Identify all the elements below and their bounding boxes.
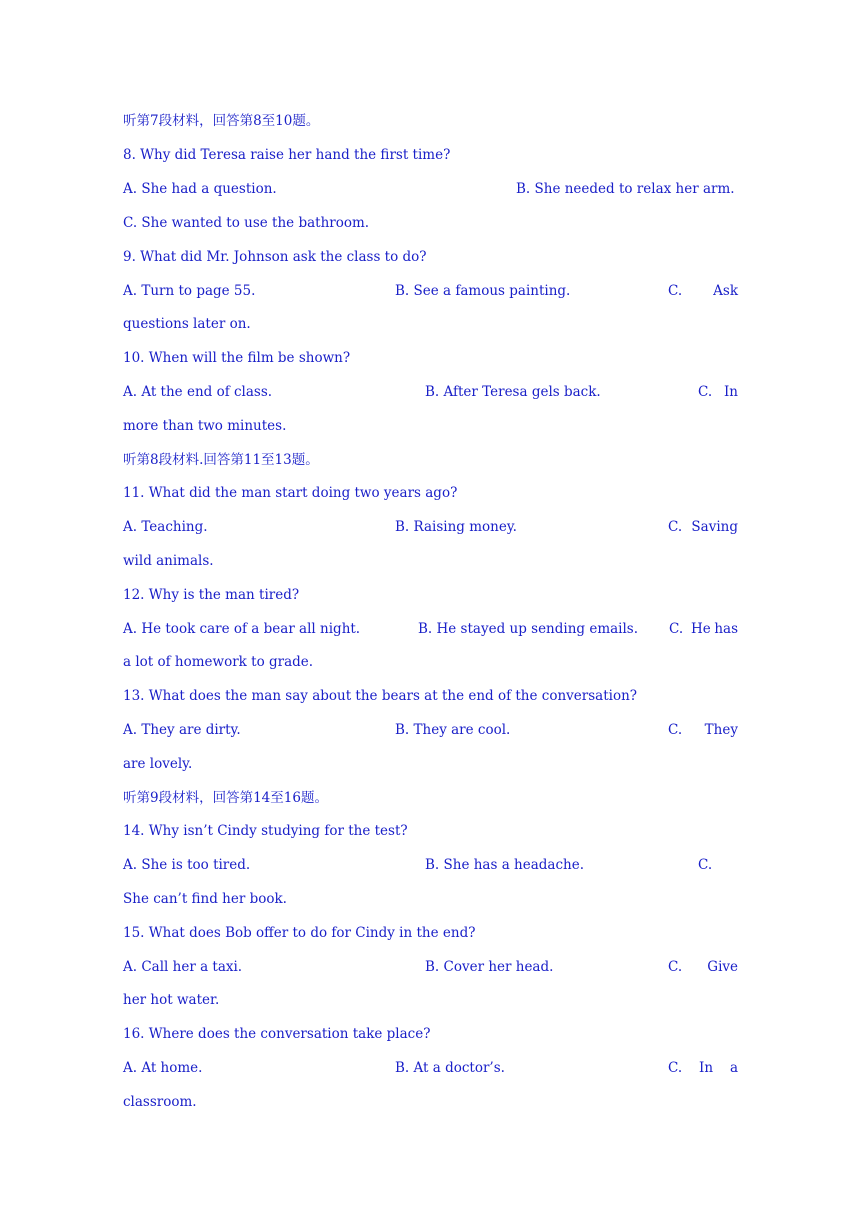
option-b: B. At a doctor’s. (395, 1060, 505, 1076)
options-row (123, 1057, 738, 1079)
section-heading: 听第7段材料，回答第8至10题。 (123, 113, 320, 129)
option-b: B. She needed to relax her arm. (516, 181, 735, 197)
options-row (123, 381, 738, 403)
option-c-continued: are lovely. (123, 756, 193, 772)
option-c-continued: her hot water. (123, 992, 220, 1008)
option-c-continued: questions later on. (123, 316, 251, 332)
option-a: A. They are dirty. (123, 722, 241, 738)
option-c-label: C. (668, 722, 683, 738)
option-b: B. Raising money. (395, 519, 517, 535)
option-b: B. Cover her head. (425, 959, 554, 975)
options-row (123, 178, 738, 200)
question-stem: 16. Where does the conversation take place? (123, 1026, 431, 1042)
option-c-label: C. (668, 959, 683, 975)
question-stem: 13. What does the man say about the bears at the end of the conversation? (123, 688, 638, 704)
option-b: B. After Teresa gels back. (425, 384, 601, 400)
option-b: B. She has a headache. (425, 857, 584, 873)
option-b: B. They are cool. (395, 722, 511, 738)
option-c-continued: She can’t find her book. (123, 891, 287, 907)
option-c-label: C. (668, 1060, 683, 1076)
options-row (123, 516, 738, 538)
option-c-text: In (723, 384, 738, 400)
option-b: B. He stayed up sending emails. (418, 621, 639, 637)
option-a: A. He took care of a bear all night. (123, 621, 361, 637)
option-c-label: C. (669, 621, 684, 637)
options-row (123, 280, 738, 302)
question-stem: 14. Why isn’t Cindy studying for the test? (123, 823, 408, 839)
question-stem: 12. Why is the man tired? (123, 587, 300, 603)
question-stem: 11. What did the man start doing two years ago? (123, 485, 458, 501)
options-row (123, 719, 738, 741)
question-stem: 10. When will the film be shown? (123, 350, 351, 366)
option-c-text: has (714, 621, 738, 637)
option-c-text: Saving (691, 519, 738, 535)
option-a: A. She is too tired. (123, 857, 251, 873)
options-row (123, 956, 738, 978)
option-c-text: Ask (713, 283, 738, 299)
option-c-text: Give (707, 959, 738, 975)
section-heading: 听第9段材料，回答第14至16题。 (123, 790, 328, 806)
option-c-text: In (699, 1060, 714, 1076)
option-c-text: He (691, 621, 711, 637)
option-c-continued: classroom. (123, 1094, 197, 1110)
option-c: C. She wanted to use the bathroom. (123, 215, 370, 231)
option-a: A. Teaching. (123, 519, 208, 535)
option-c-label: C. (668, 519, 683, 535)
option-c-continued: wild animals. (123, 553, 214, 569)
option-c-text: a (729, 1060, 738, 1076)
option-c-label: C. (668, 283, 683, 299)
option-a: A. She had a question. (123, 181, 277, 197)
option-a: A. At home. (123, 1060, 203, 1076)
option-c-label: C. (698, 857, 713, 873)
option-a: A. Turn to page 55. (123, 283, 256, 299)
option-a: A. At the end of class. (123, 384, 273, 400)
options-row (123, 618, 738, 640)
question-stem: 8. Why did Teresa raise her hand the first time? (123, 147, 451, 163)
question-stem: 9. What did Mr. Johnson ask the class to do? (123, 249, 427, 265)
option-c-continued: a lot of homework to grade. (123, 654, 314, 670)
option-b: B. See a famous painting. (395, 283, 571, 299)
section-heading: 听第8段材料.回答第11至13题。 (123, 452, 319, 468)
option-c-continued: more than two minutes. (123, 418, 287, 434)
option-a: A. Call her a taxi. (123, 959, 243, 975)
option-c-label: C. (698, 384, 713, 400)
question-stem: 15. What does Bob offer to do for Cindy in the end? (123, 925, 476, 941)
option-c-text: They (704, 722, 738, 738)
options-row (123, 854, 738, 876)
